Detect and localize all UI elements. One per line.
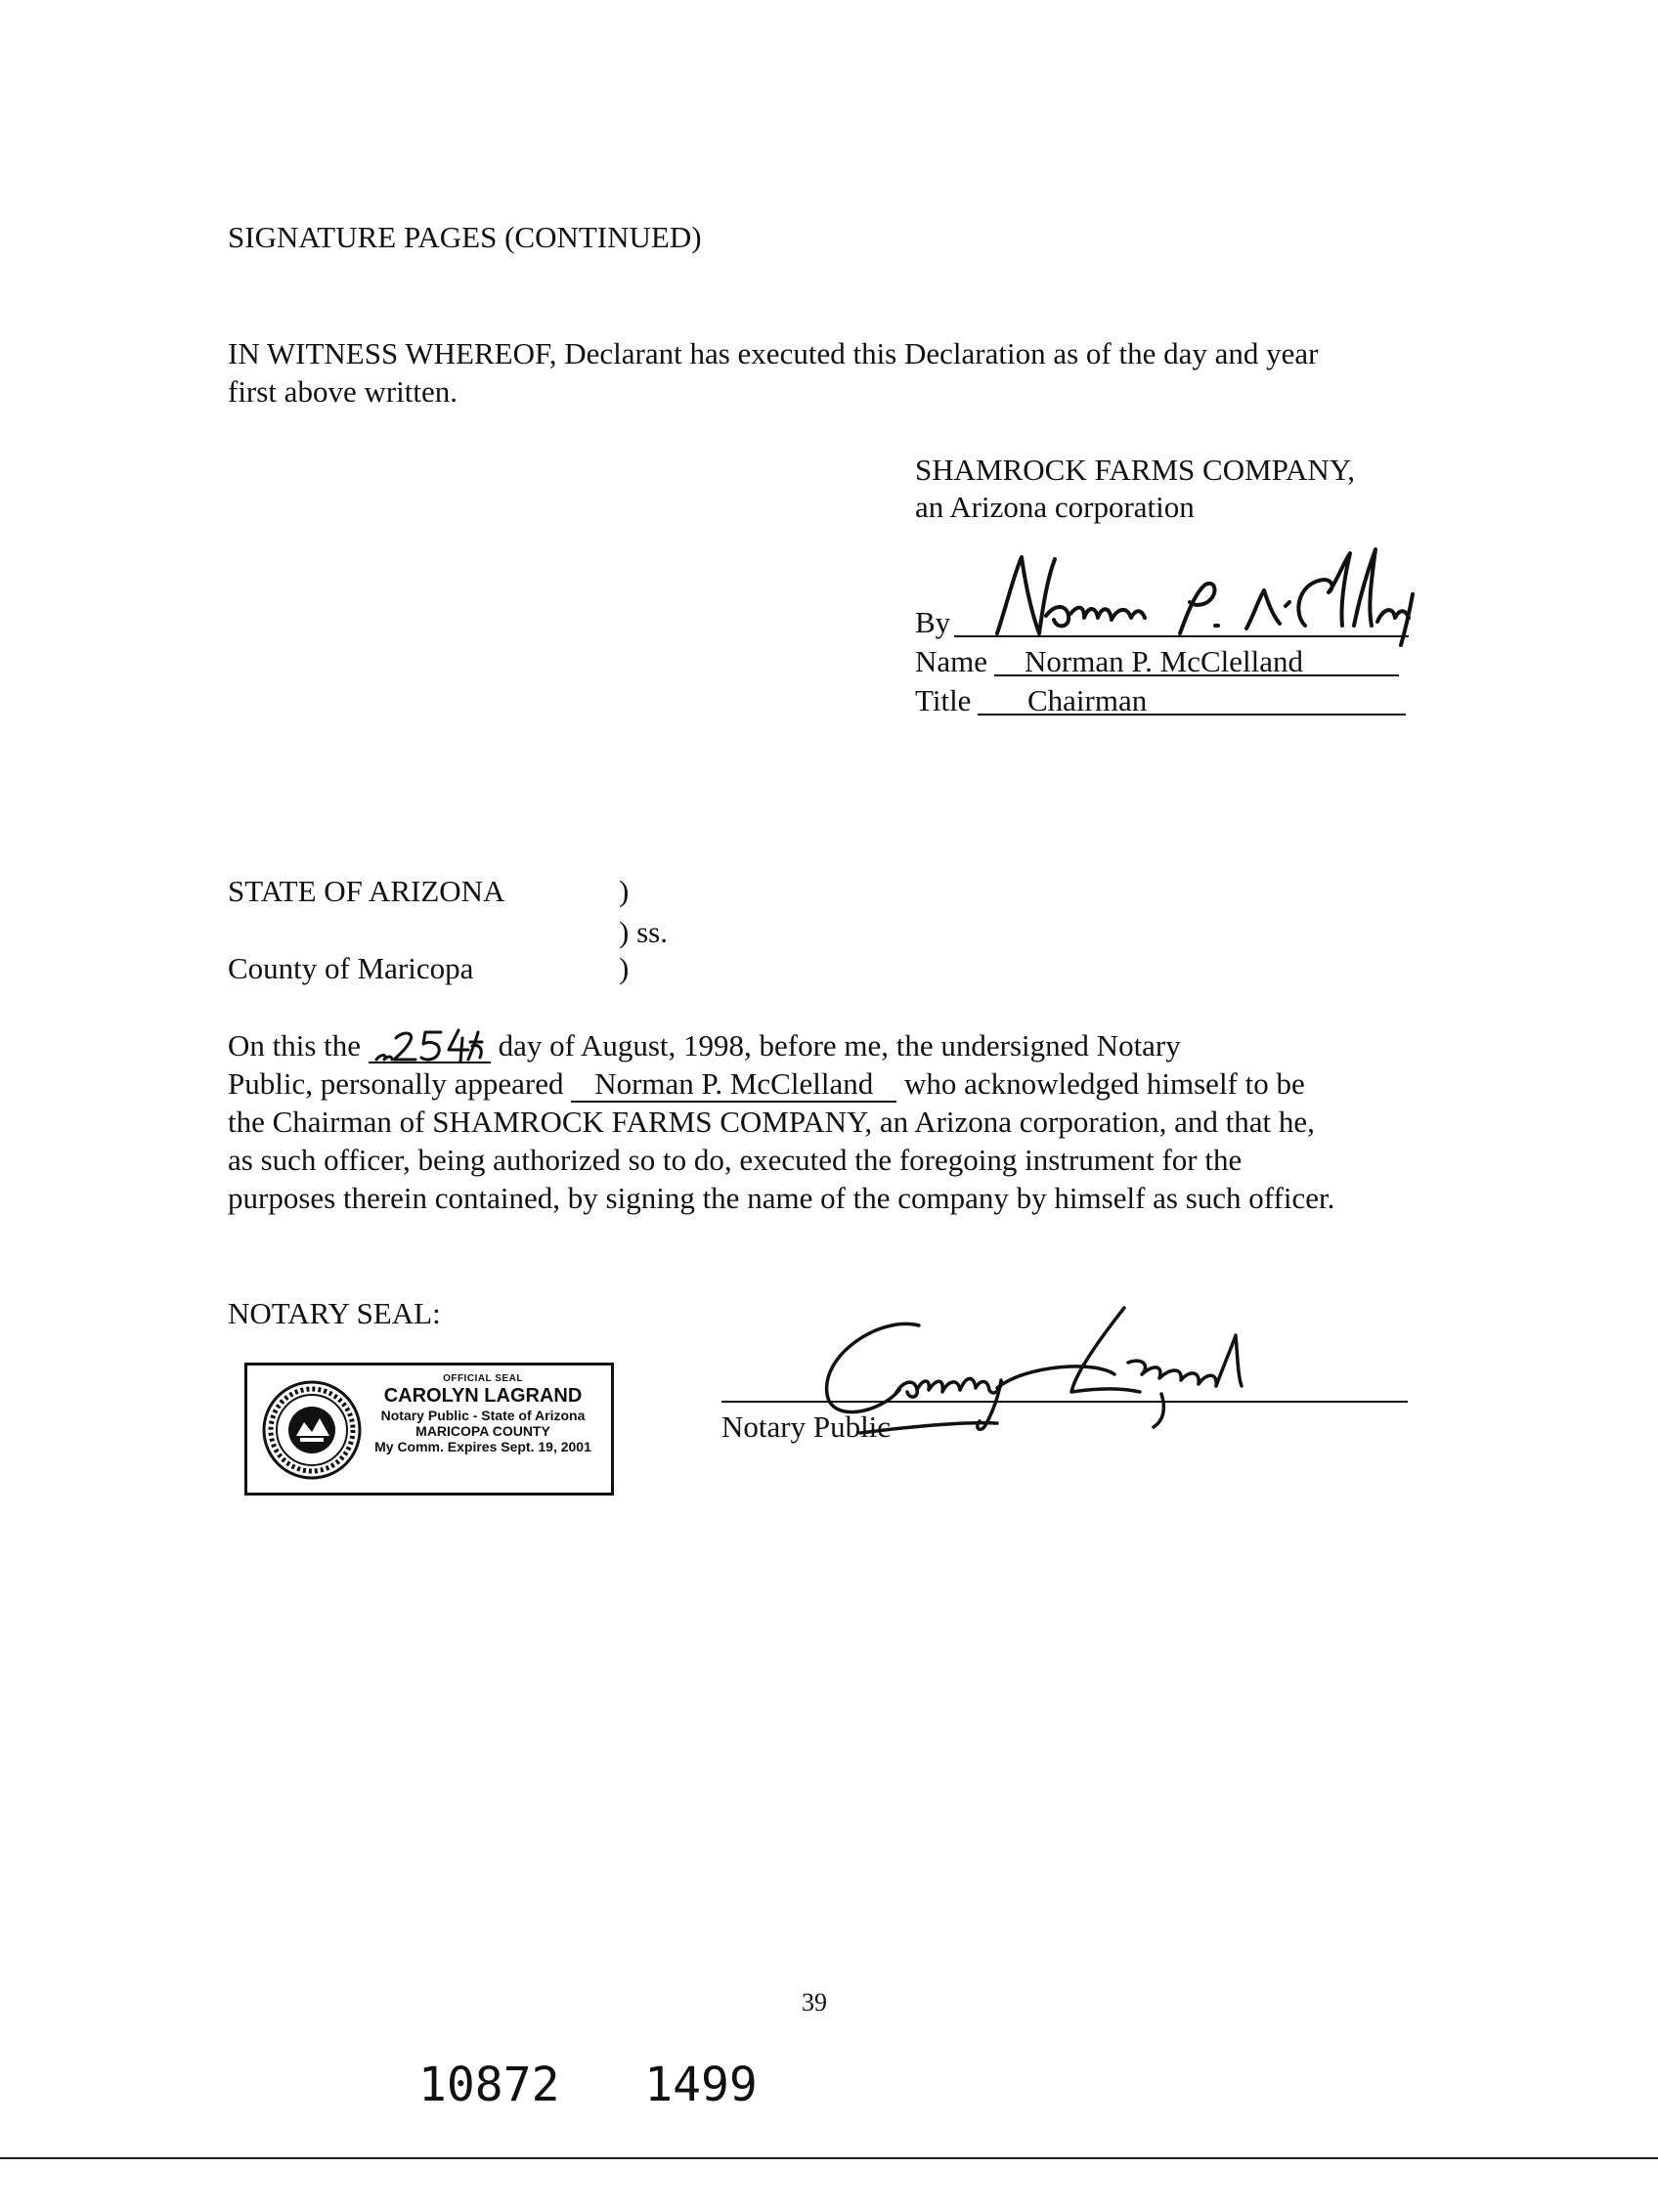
venue-paren-bottom: ) <box>619 951 630 985</box>
stamp-line-2: CAROLYN LAGRAND <box>383 1384 583 1407</box>
ack-line-1 <box>228 1027 1181 1063</box>
page-bottom-rule <box>0 2157 1658 2159</box>
stamp-line-1: OFFICIAL SEAL <box>443 1373 523 1384</box>
stamp-line-4: MARICOPA COUNTY <box>415 1422 550 1439</box>
handwritten-day <box>371 1020 488 1065</box>
state-seal-icon <box>261 1379 363 1481</box>
notary-stamp <box>244 1363 614 1496</box>
ack-line-4: as such officer, being authorized so to do, executed the foregoing instrument for the <box>228 1143 1243 1177</box>
signatory-name: Norman P. McClelland <box>1025 644 1303 678</box>
name-label: Name <box>915 644 988 678</box>
venue-paren-top: ) <box>619 874 630 908</box>
stamp-text <box>361 1373 605 1454</box>
appeared-name: Norman P. McClelland <box>571 1068 896 1103</box>
venue-county: County of Maricopa <box>228 951 474 985</box>
ack-line-2 <box>228 1065 1305 1103</box>
stamp-line-3: Notary Public - State of Arizona <box>380 1407 586 1423</box>
notary-seal-label: NOTARY SEAL: <box>228 1296 441 1330</box>
venue-ss: ) ss. <box>619 915 668 949</box>
ack-line-1-prefix: On this the <box>228 1028 362 1063</box>
ack-line-3: the Chairman of SHAMROCK FARMS COMPANY, an Arizona corporation, and that he, <box>228 1105 1315 1139</box>
ack-line-5: purposes therein contained, by signing the name of the company by himself as such officer. <box>228 1181 1335 1215</box>
ack-line-2-prefix: Public, personally appeared <box>228 1066 564 1101</box>
page-heading: SIGNATURE PAGES (CONTINUED) <box>228 220 702 254</box>
ack-line-1-suffix: day of August, 1998, before me, the undersigned Notary <box>498 1028 1181 1063</box>
venue-state: STATE OF ARIZONA <box>228 874 505 908</box>
record-number: 10872 1499 <box>418 2058 758 2112</box>
title-label: Title <box>915 683 972 717</box>
by-label: By <box>915 605 951 639</box>
notary-public-label: Notary Public <box>721 1410 892 1444</box>
witness-line-2: first above written. <box>228 374 458 409</box>
signatory-title: Chairman <box>1027 683 1148 717</box>
company-description: an Arizona corporation <box>915 490 1195 524</box>
stamp-line-5: My Comm. Expires Sept. 19, 2001 <box>374 1438 591 1454</box>
company-name: SHAMROCK FARMS COMPANY, <box>915 453 1355 487</box>
ack-line-2-suffix: who acknowledged himself to be <box>903 1066 1305 1101</box>
witness-line-1: IN WITNESS WHEREOF, Declarant has executed this Declaration as of the day and year <box>228 336 1319 370</box>
day-blank <box>369 1030 491 1063</box>
notary-signature <box>802 1296 1330 1443</box>
page-number: 39 <box>802 1988 827 2017</box>
